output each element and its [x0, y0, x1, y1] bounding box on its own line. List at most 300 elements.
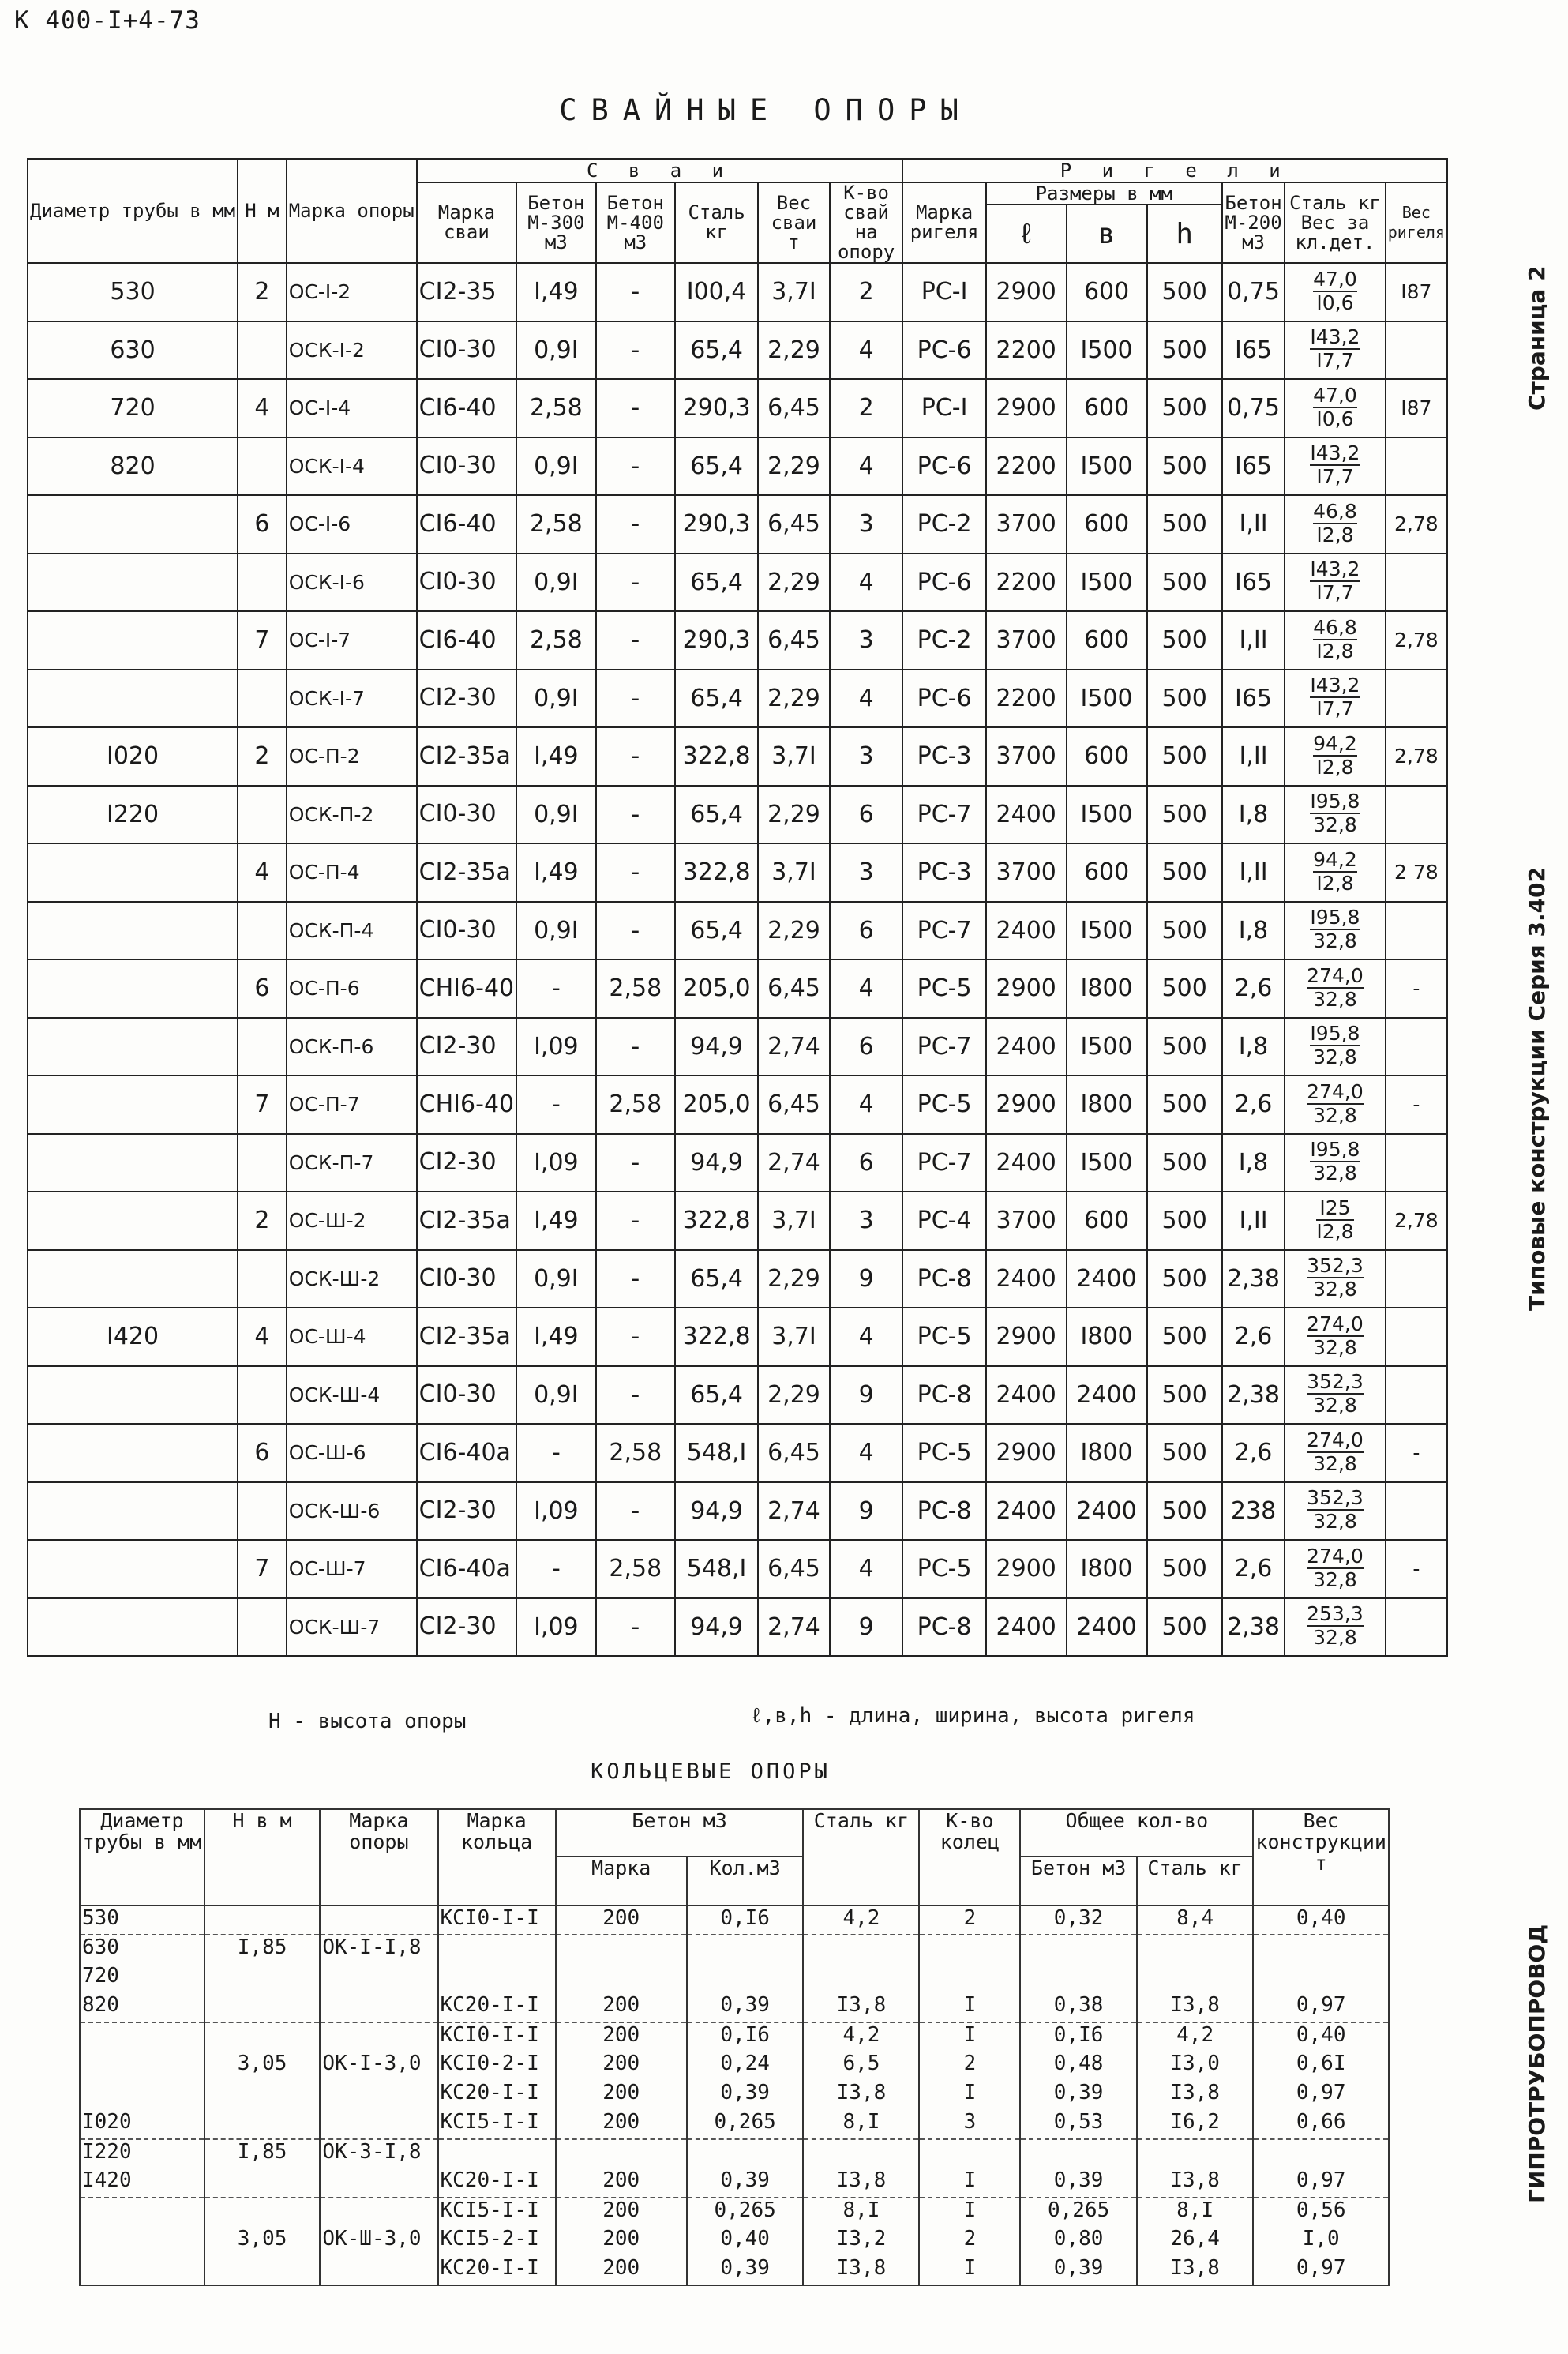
cell-rmark: РС-8: [902, 1482, 985, 1541]
steel-value: I95,8: [1310, 790, 1360, 813]
ring-cell-d: [80, 2198, 204, 2227]
cell-b400: -: [596, 495, 675, 554]
table-row: [28, 554, 1447, 612]
cell-d: [28, 959, 238, 1018]
table-row: [28, 843, 1447, 902]
ring-cell-ring: КСI5-I-I: [438, 2198, 556, 2227]
cell-l: 2400: [986, 902, 1067, 960]
ring-cell-bm: 200: [556, 2168, 687, 2198]
cell-rmark: РС-I: [902, 379, 985, 437]
cell-crossbar-steel: [1285, 727, 1385, 786]
cell-h: [238, 437, 287, 496]
col-beton-200: Бетон М-200 м3: [1222, 182, 1285, 263]
cell-h: [238, 321, 287, 380]
cell-b: 2400: [1067, 1250, 1147, 1308]
cell-wr: -: [1386, 1076, 1447, 1134]
cell-d: [28, 1482, 238, 1541]
cell-b400: -: [596, 1192, 675, 1250]
cell-d: [28, 1540, 238, 1598]
cell-pile: СI6-40а: [417, 1540, 516, 1598]
cell-wr: [1386, 1018, 1447, 1076]
col-crossbar-weight: Вес ригеля: [1386, 182, 1447, 263]
cell-steel: 290,3: [675, 495, 758, 554]
steel-value: 47,0: [1313, 383, 1357, 407]
cell-n: 4: [830, 670, 903, 728]
steel-value: 47,0: [1313, 267, 1357, 291]
cell-n: 4: [830, 554, 903, 612]
cell-b300: 2,58: [516, 379, 595, 437]
ring-cell-mark: [320, 2198, 437, 2227]
cell-d: [28, 611, 238, 670]
ring-cell-n: I: [919, 2256, 1020, 2285]
cell-b200: I,II: [1222, 1192, 1285, 1250]
steel-value: I43,2: [1310, 674, 1360, 697]
cell-b400: -: [596, 1482, 675, 1541]
ring-cell-ts: I3,8: [1137, 1993, 1253, 2022]
cell-d: I420: [28, 1308, 238, 1366]
ring-cell-st: I3,2: [803, 2227, 919, 2256]
ring-cell-w: 0,56: [1253, 2198, 1389, 2227]
steel-value: I43,2: [1310, 441, 1360, 465]
fittings-weight-value: 32,8: [1313, 987, 1357, 1011]
ring-cell-mark: [320, 2256, 437, 2285]
cell-pile: СI2-30: [417, 1134, 516, 1192]
ring-cell-tb: 0,39: [1020, 2168, 1137, 2198]
cell-w: 3,7I: [758, 843, 830, 902]
cell-l: 2400: [986, 1250, 1067, 1308]
cell-d: [28, 1424, 238, 1482]
table-row: [28, 1134, 1447, 1192]
cell-pile: СI2-30: [417, 1482, 516, 1541]
cell-b: I500: [1067, 554, 1147, 612]
fittings-weight-value: I7,7: [1316, 465, 1354, 489]
steel-value: 46,8: [1313, 499, 1357, 523]
cell-crossbar-steel: [1285, 1540, 1385, 1598]
cell-b300: I,49: [516, 263, 595, 321]
steel-value: I43,2: [1310, 325, 1360, 349]
ring-cell-n: I: [919, 2081, 1020, 2110]
cell-b200: I,8: [1222, 1018, 1285, 1076]
cell-n: 4: [830, 321, 903, 380]
ring-cell-ts: 4,2: [1137, 2022, 1253, 2052]
ring-cell-tb: 0,38: [1020, 1993, 1137, 2022]
col-diameter: Диаметр трубы в мм: [28, 159, 238, 263]
cell-pile: СI2-30: [417, 670, 516, 728]
ring-cell-bq: 0,265: [687, 2110, 804, 2139]
ring-cell-n: [919, 2139, 1020, 2168]
cell-mark: ОС-Ш-4: [287, 1308, 417, 1366]
cell-rmark: РС-6: [902, 321, 985, 380]
steel-value: 274,0: [1307, 1544, 1364, 1567]
ring-col-total-steel: Сталь кг: [1137, 1857, 1253, 1905]
cell-crossbar-steel: [1285, 263, 1385, 321]
cell-crossbar-steel: [1285, 1018, 1385, 1076]
cell-wr: [1386, 437, 1447, 496]
cell-mark: ОСК-I-7: [287, 670, 417, 728]
ring-cell-tb: [1020, 1935, 1137, 1964]
cell-mark: ОСК-П-6: [287, 1018, 417, 1076]
ring-cell-h: 3,05: [204, 2052, 320, 2081]
cell-crossbar-steel: [1285, 321, 1385, 380]
steel-value: I25: [1316, 1197, 1353, 1221]
cell-d: [28, 1366, 238, 1425]
cell-wr: 2,78: [1386, 727, 1447, 786]
ring-cell-h: [204, 1964, 320, 1993]
ring-cell-ts: 26,4: [1137, 2227, 1253, 2256]
cell-b: I800: [1067, 1308, 1147, 1366]
cell-rmark: РС-7: [902, 902, 985, 960]
cell-w: 2,29: [758, 1366, 830, 1425]
fittings-weight-value: I2,8: [1316, 755, 1354, 779]
cell-steel: I00,4: [675, 263, 758, 321]
cell-b200: 2,6: [1222, 1076, 1285, 1134]
cell-mark: ОСК-П-2: [287, 786, 417, 844]
cell-l: 2900: [986, 1308, 1067, 1366]
cell-crossbar-steel: [1285, 959, 1385, 1018]
ring-cell-bm: 200: [556, 2081, 687, 2110]
cell-steel: 65,4: [675, 321, 758, 380]
cell-rmark: РС-8: [902, 1598, 985, 1657]
ring-cell-ts: 8,I: [1137, 2198, 1253, 2227]
ring-cell-st: 4,2: [803, 2022, 919, 2052]
steel-value: I95,8: [1310, 906, 1360, 929]
cell-mark: ОС-П-2: [287, 727, 417, 786]
ring-cell-n: [919, 1964, 1020, 1993]
cell-mark: ОСК-I-2: [287, 321, 417, 380]
cell-h: 7: [238, 611, 287, 670]
cell-mark: ОСК-Ш-4: [287, 1366, 417, 1425]
col-steel: Сталь кг: [675, 182, 758, 263]
cell-b300: -: [516, 1076, 595, 1134]
ring-cell-bm: 200: [556, 2022, 687, 2052]
cell-rmark: РС-8: [902, 1366, 985, 1425]
cell-mark: ОСК-П-4: [287, 902, 417, 960]
ring-cell-h: I,85: [204, 2139, 320, 2168]
ring-cell-d: 720: [80, 1964, 204, 1993]
cell-b400: -: [596, 263, 675, 321]
cell-b300: -: [516, 1540, 595, 1598]
cell-w: 6,45: [758, 1076, 830, 1134]
cell-b200: I,II: [1222, 727, 1285, 786]
cell-hh: 500: [1147, 786, 1222, 844]
ring-cell-ts: I3,8: [1137, 2081, 1253, 2110]
cell-b400: -: [596, 843, 675, 902]
ring-cell-tb: 0,I6: [1020, 2022, 1137, 2052]
cell-h: 6: [238, 1424, 287, 1482]
ring-col-support-mark: Марка опоры: [320, 1809, 437, 1905]
cell-pile: СI2-35а: [417, 843, 516, 902]
ring-cell-mark: [320, 2022, 437, 2052]
cell-b: 2400: [1067, 1482, 1147, 1541]
ring-cell-bq: 0,39: [687, 2256, 804, 2285]
cell-b300: I,09: [516, 1018, 595, 1076]
col-beton-400: Бетон М-400 м3: [596, 182, 675, 263]
cell-pile: СI2-35а: [417, 727, 516, 786]
col-pile-mark: Марка сваи: [417, 182, 516, 263]
cell-rmark: РС-5: [902, 1540, 985, 1598]
steel-value: 46,8: [1313, 615, 1357, 639]
cell-mark: ОС-П-6: [287, 959, 417, 1018]
ring-cell-ring: [438, 2139, 556, 2168]
cell-steel: 65,4: [675, 902, 758, 960]
cell-crossbar-steel: [1285, 1482, 1385, 1541]
cell-wr: [1386, 1250, 1447, 1308]
cell-b300: 0,9I: [516, 554, 595, 612]
cell-b300: I,09: [516, 1598, 595, 1657]
ring-cell-mark: [320, 1993, 437, 2022]
ring-cell-tb: 0,80: [1020, 2227, 1137, 2256]
cell-crossbar-steel: [1285, 554, 1385, 612]
legend-dimensions-note: ℓ,в,h - длина, ширина, высота ригеля: [750, 1704, 1195, 1728]
cell-b200: I,8: [1222, 1134, 1285, 1192]
ring-cell-mark: ОК-3-I,8: [320, 2139, 437, 2168]
cell-hh: 500: [1147, 1482, 1222, 1541]
cell-hh: 500: [1147, 321, 1222, 380]
ring-cell-tb: 0,39: [1020, 2081, 1137, 2110]
ring-cell-d: [80, 2256, 204, 2285]
ring-cell-w: 0,97: [1253, 2168, 1389, 2198]
cell-b400: -: [596, 727, 675, 786]
cell-b300: 0,9I: [516, 1366, 595, 1425]
table-row: [28, 727, 1447, 786]
table-row: [28, 321, 1447, 380]
col-beton-300: Бетон М-300 м3: [516, 182, 595, 263]
cell-wr: [1386, 1134, 1447, 1192]
table-row: [28, 1424, 1447, 1482]
cell-b400: -: [596, 1366, 675, 1425]
cell-b: I500: [1067, 786, 1147, 844]
cell-d: [28, 554, 238, 612]
cell-d: [28, 1250, 238, 1308]
cell-h: [238, 1134, 287, 1192]
ring-cell-n: 2: [919, 2052, 1020, 2081]
cell-hh: 500: [1147, 1134, 1222, 1192]
ring-cell-w: 0,66: [1253, 2110, 1389, 2139]
ring-cell-st: [803, 1935, 919, 1964]
ring-cell-ring: КСI0-2-I: [438, 2052, 556, 2081]
ring-cell-d: 630: [80, 1935, 204, 1964]
cell-crossbar-steel: [1285, 1366, 1385, 1425]
steel-value: I95,8: [1310, 1022, 1360, 1046]
cell-b200: 2,6: [1222, 1308, 1285, 1366]
cell-hh: 500: [1147, 1018, 1222, 1076]
cell-n: 3: [830, 611, 903, 670]
cell-b200: I65: [1222, 437, 1285, 496]
ring-cell-mark: [320, 1964, 437, 1993]
cell-pile: СI0-30: [417, 554, 516, 612]
ring-cell-ring: КСI5-2-I: [438, 2227, 556, 2256]
cell-w: 6,45: [758, 1424, 830, 1482]
cell-b: 600: [1067, 727, 1147, 786]
ring-cell-bm: 200: [556, 1905, 687, 1935]
fittings-weight-value: 32,8: [1313, 1046, 1357, 1069]
cell-steel: 65,4: [675, 1366, 758, 1425]
cell-b: 600: [1067, 263, 1147, 321]
cell-n: 3: [830, 1192, 903, 1250]
ring-col-count: К-во колец: [919, 1809, 1020, 1905]
cell-b400: -: [596, 670, 675, 728]
ring-cell-bq: 0,24: [687, 2052, 804, 2081]
cell-n: 4: [830, 1076, 903, 1134]
cell-b200: I,8: [1222, 902, 1285, 960]
steel-value: 94,2: [1313, 731, 1357, 755]
fittings-weight-value: I7,7: [1316, 349, 1354, 373]
cell-wr: 2,78: [1386, 495, 1447, 554]
ring-cell-h: [204, 2110, 320, 2139]
cell-d: [28, 1192, 238, 1250]
ring-cell-st: 4,2: [803, 1905, 919, 1935]
page-number-label: Страница 2: [1524, 265, 1550, 411]
cell-rmark: РС-5: [902, 1076, 985, 1134]
cell-b400: 2,58: [596, 1540, 675, 1598]
cell-h: [238, 1250, 287, 1308]
cell-b400: -: [596, 611, 675, 670]
cell-b400: -: [596, 554, 675, 612]
ring-cell-w: 0,97: [1253, 1993, 1389, 2022]
cell-crossbar-steel: [1285, 1076, 1385, 1134]
cell-b: I500: [1067, 1134, 1147, 1192]
ring-cell-h: [204, 2198, 320, 2227]
cell-w: 2,74: [758, 1018, 830, 1076]
ring-cell-bq: 0,I6: [687, 2022, 804, 2052]
cell-b400: 2,58: [596, 1076, 675, 1134]
ring-cell-mark: ОК-I-I,8: [320, 1935, 437, 1964]
ring-cell-ring: КС20-I-I: [438, 2168, 556, 2198]
cell-b300: I,49: [516, 727, 595, 786]
cell-w: 3,7I: [758, 727, 830, 786]
fittings-weight-value: I7,7: [1316, 581, 1354, 605]
cell-n: 6: [830, 1134, 903, 1192]
cell-rmark: РС-6: [902, 670, 985, 728]
ring-col-total-group: Общее кол-во: [1020, 1809, 1253, 1857]
table-row: [28, 1482, 1447, 1541]
cell-b400: -: [596, 902, 675, 960]
cell-b300: -: [516, 1424, 595, 1482]
cell-b300: 2,58: [516, 495, 595, 554]
table-row: [28, 1018, 1447, 1076]
cell-b200: 2,38: [1222, 1250, 1285, 1308]
cell-b400: 2,58: [596, 959, 675, 1018]
col-h: Н м: [238, 159, 287, 263]
cell-rmark: РС-5: [902, 1308, 985, 1366]
cell-wr: [1386, 786, 1447, 844]
cell-pile: СI2-35а: [417, 1308, 516, 1366]
cell-mark: ОСК-П-7: [287, 1134, 417, 1192]
cell-h: 4: [238, 843, 287, 902]
col-sizes: Размеры в мм: [986, 182, 1222, 205]
cell-wr: 2,78: [1386, 611, 1447, 670]
cell-l: 3700: [986, 1192, 1067, 1250]
cell-crossbar-steel: [1285, 902, 1385, 960]
cell-pile: СI0-30: [417, 1250, 516, 1308]
steel-value: 274,0: [1307, 1428, 1364, 1451]
cell-rmark: РС-3: [902, 727, 985, 786]
cell-steel: 322,8: [675, 1308, 758, 1366]
col-pile-weight: Вес сваи т: [758, 182, 830, 263]
ring-cell-bq: 0,40: [687, 2227, 804, 2256]
cell-b400: 2,58: [596, 1424, 675, 1482]
cell-b: 2400: [1067, 1366, 1147, 1425]
ring-cell-tb: 0,53: [1020, 2110, 1137, 2139]
ring-cell-st: [803, 2139, 919, 2168]
cell-rmark: РС-6: [902, 554, 985, 612]
ring-cell-h: 3,05: [204, 2227, 320, 2256]
fittings-weight-value: 32,8: [1313, 813, 1357, 837]
cell-wr: [1386, 902, 1447, 960]
cell-b300: 0,9I: [516, 902, 595, 960]
ring-cell-h: I,85: [204, 1935, 320, 1964]
ring-cell-bm: 200: [556, 2052, 687, 2081]
ring-cell-bm: 200: [556, 1993, 687, 2022]
cell-h: 7: [238, 1540, 287, 1598]
ring-cell-n: I: [919, 1993, 1020, 2022]
ring-cell-bq: [687, 2139, 804, 2168]
cell-h: [238, 786, 287, 844]
ring-cell-tb: [1020, 1964, 1137, 1993]
cell-n: 4: [830, 1540, 903, 1598]
cell-steel: 65,4: [675, 1250, 758, 1308]
ring-cell-bq: 0,39: [687, 2081, 804, 2110]
ring-row: [80, 2256, 1389, 2285]
cell-n: 2: [830, 379, 903, 437]
cell-steel: 548,I: [675, 1540, 758, 1598]
cell-rmark: РС-6: [902, 437, 985, 496]
ring-table-title: КОЛЬЦЕВЫЕ ОПОРЫ: [591, 1759, 831, 1784]
cell-rmark: РС-I: [902, 263, 985, 321]
cell-rmark: РС-8: [902, 1250, 985, 1308]
cell-wr: [1386, 1366, 1447, 1425]
cell-w: 6,45: [758, 611, 830, 670]
cell-n: 9: [830, 1598, 903, 1657]
fittings-weight-value: 32,8: [1313, 1567, 1357, 1591]
cell-pile: СI2-30: [417, 1598, 516, 1657]
ring-row: [80, 2052, 1389, 2081]
ring-col-beton-mark: Марка: [556, 1857, 687, 1905]
ring-row: [80, 1905, 1389, 1935]
cell-b200: 2,38: [1222, 1598, 1285, 1657]
cell-hh: 500: [1147, 495, 1222, 554]
table-row: [28, 1250, 1447, 1308]
fittings-weight-value: I0,6: [1316, 407, 1354, 430]
cell-hh: 500: [1147, 379, 1222, 437]
cell-n: 3: [830, 495, 903, 554]
col-crossbar-steel: Сталь кг Вес за кл.дет.: [1285, 182, 1385, 263]
cell-n: 4: [830, 437, 903, 496]
cell-steel: 65,4: [675, 437, 758, 496]
ring-row: [80, 1993, 1389, 2022]
ring-cell-w: 0,97: [1253, 2256, 1389, 2285]
cell-h: [238, 1366, 287, 1425]
cell-b200: I,II: [1222, 495, 1285, 554]
ring-cell-tb: [1020, 2139, 1137, 2168]
cell-wr: -: [1386, 1540, 1447, 1598]
col-crossbar-mark: Марка ригеля: [902, 182, 985, 263]
cell-steel: 322,8: [675, 843, 758, 902]
ring-row: [80, 2168, 1389, 2198]
cell-w: 6,45: [758, 495, 830, 554]
cell-steel: 94,9: [675, 1482, 758, 1541]
steel-value: 274,0: [1307, 963, 1364, 987]
ring-cell-ts: I3,0: [1137, 2052, 1253, 2081]
cell-pile: СI6-40а: [417, 1424, 516, 1482]
cell-pile: СI6-40: [417, 611, 516, 670]
table-row: [28, 437, 1447, 496]
table-row: [28, 379, 1447, 437]
col-height: h: [1147, 205, 1222, 263]
cell-crossbar-steel: [1285, 437, 1385, 496]
col-width: в: [1067, 205, 1147, 263]
cell-steel: 94,9: [675, 1134, 758, 1192]
